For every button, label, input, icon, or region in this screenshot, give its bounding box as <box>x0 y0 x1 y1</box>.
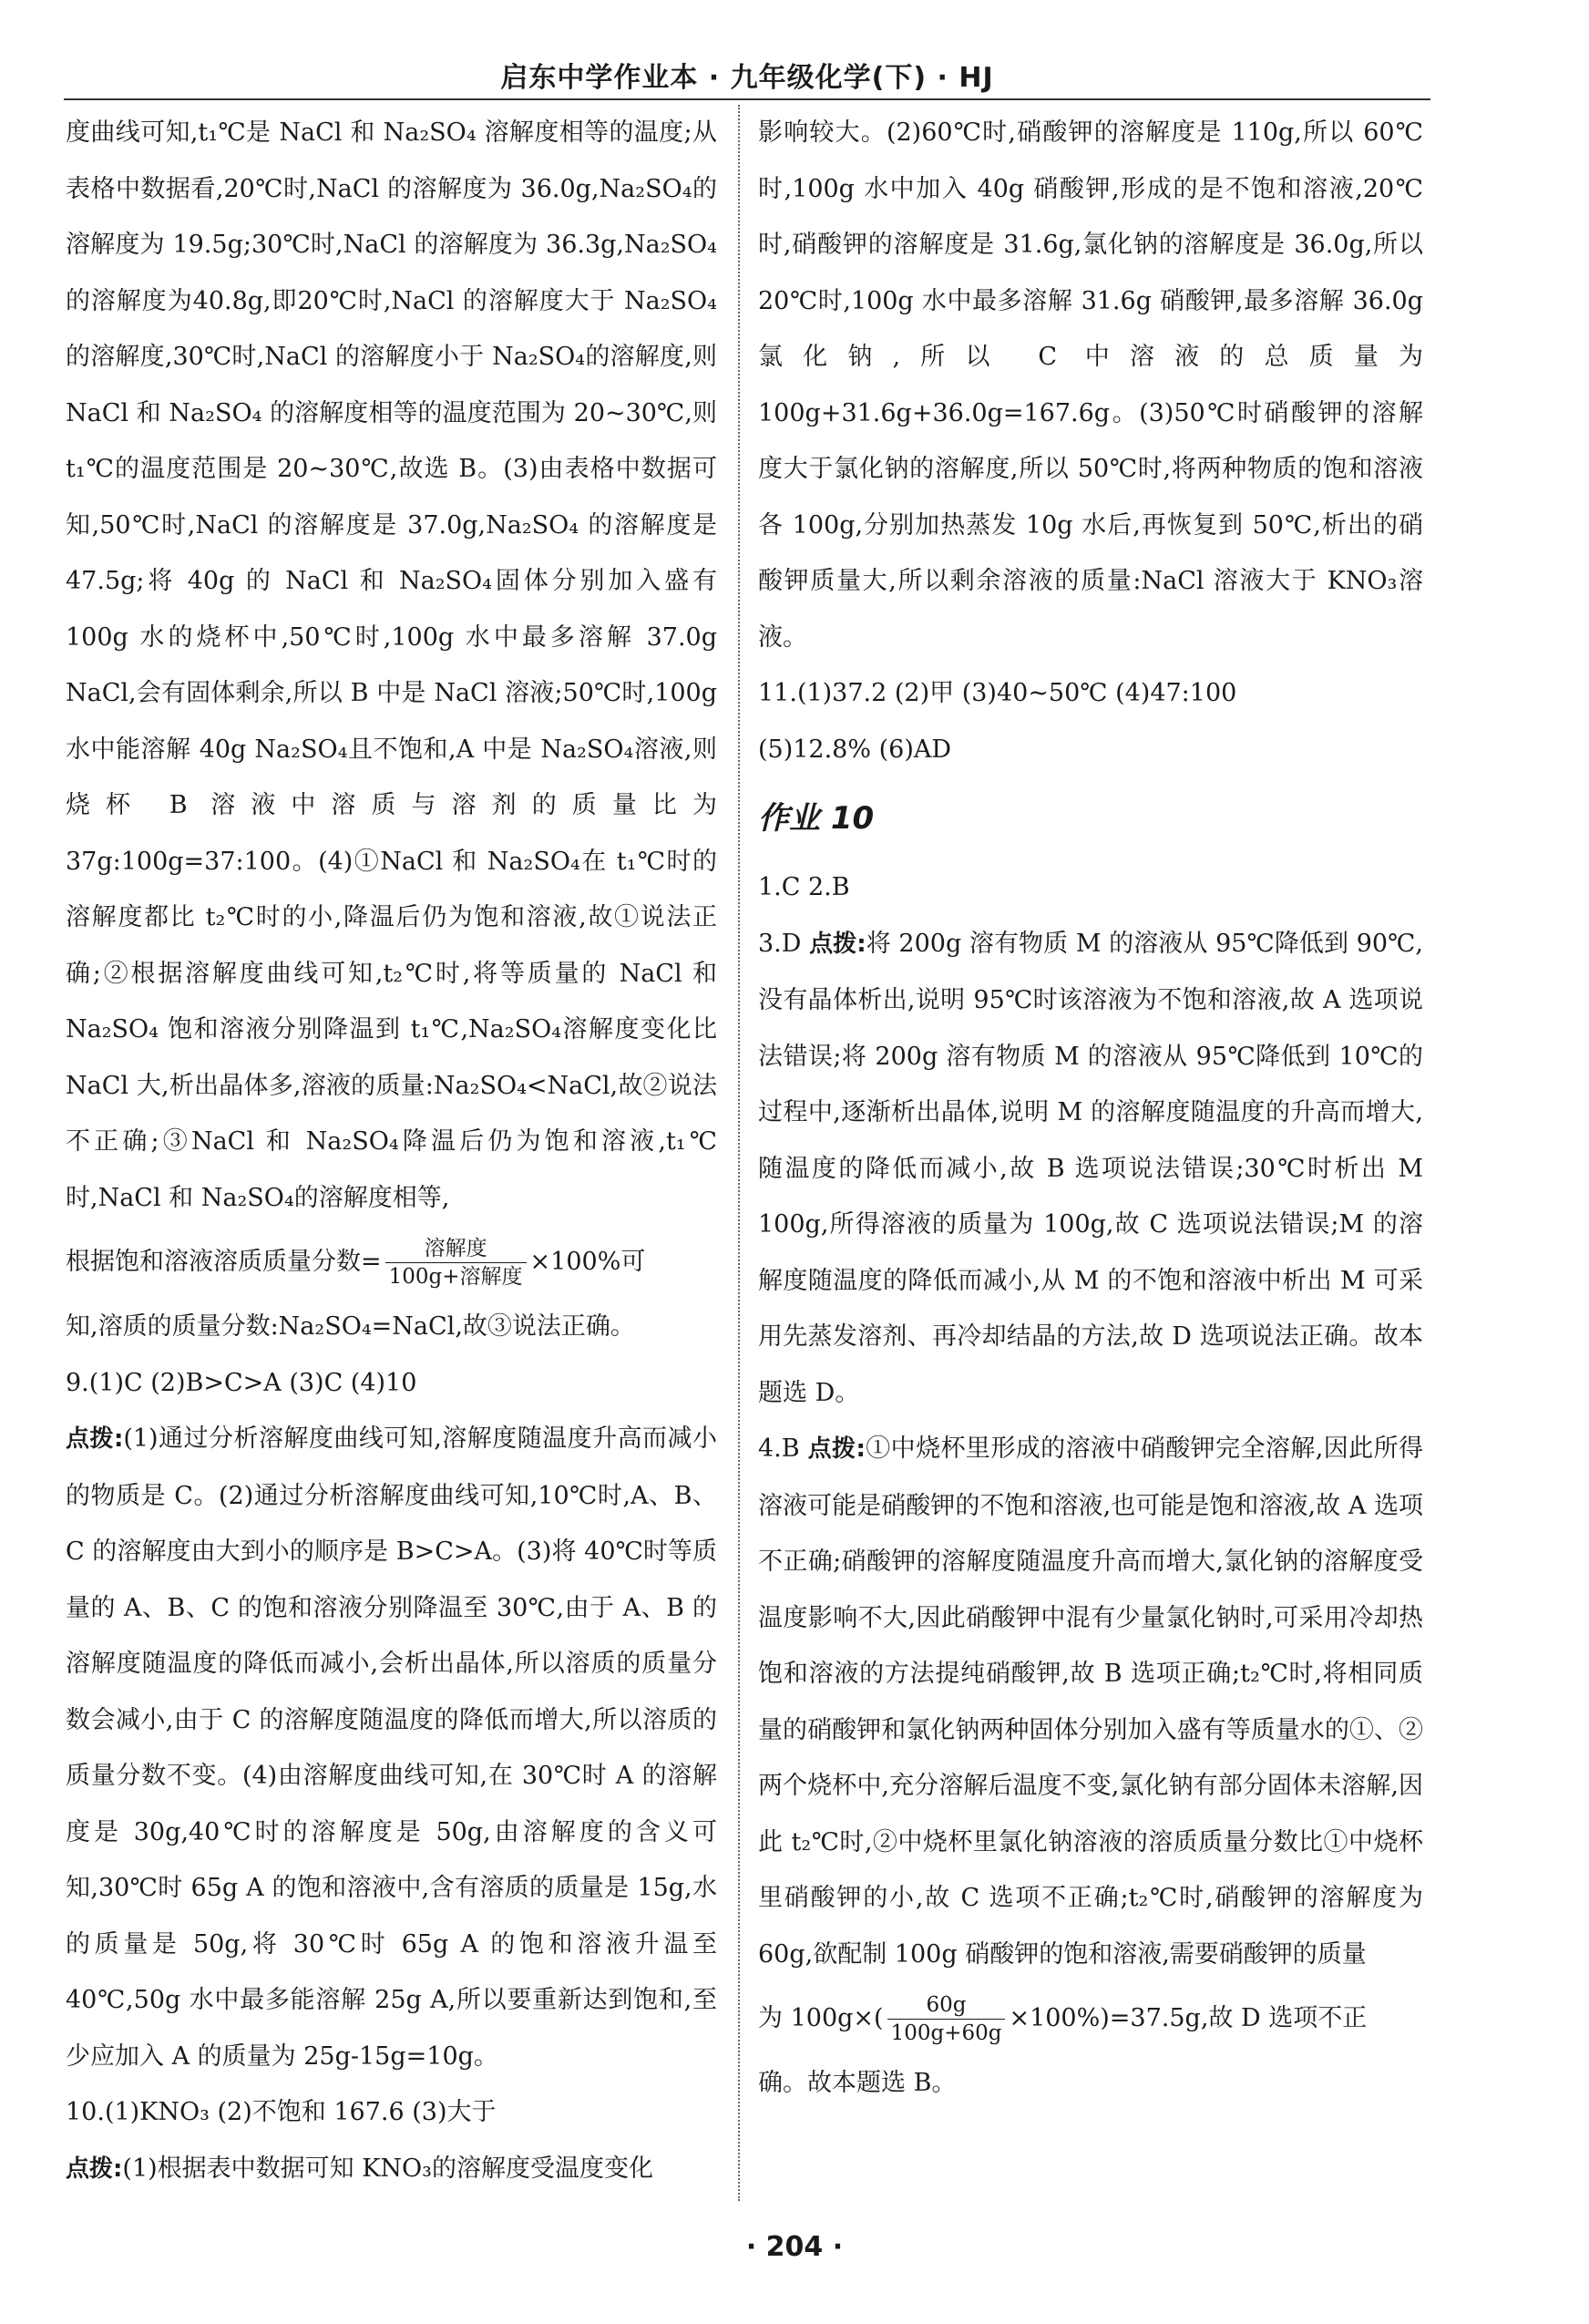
answer-4 <box>758 1421 1423 1982</box>
answer-11-line2: (5)12.8% (6)AD <box>758 735 951 764</box>
formula-suffix: ×100%)=37.5g,故 D 选项不正 <box>1009 2004 1368 2032</box>
formula-prefix: 为 100g×( <box>758 2004 884 2032</box>
hint-9 <box>66 1411 717 2084</box>
answer-3 <box>758 916 1423 1422</box>
answer-head: 4.B <box>758 1435 808 1463</box>
hint-label: 点拨: <box>66 2154 123 2183</box>
answer-10: 10.(1)KNO₃ (2)不饱和 167.6 (3)大于 <box>66 2098 497 2126</box>
section-title: 作业 10 <box>758 800 875 837</box>
hint-10 <box>66 2141 717 2198</box>
hint-text: ①中烧杯里形成的溶液中硝酸钾完全溶解,因此所得溶液可能是硝酸钾的不饱和溶液,也可能是饱和溶液,故 A 选项不正确;硝酸钾的溶解度随温度升高而增大,氯化钠的溶解度受温度影响不大,因此硝酸钾中混有少量氯化钠时,可采用冷却热饱和溶液的方法提纯硝酸钾,故 B 选项正确;t₂℃时,将相同质量的硝酸钾和氯化钠两种固体分别加入盛有等质量水的①、②两个烧杯中,充分溶解后温度不变,氯化钠有部分固体未溶解,因此 t₂℃时,②中烧杯里氯化钠溶液的溶质质量分数比①中烧杯里硝酸钾的小,故 C 选项不正确;t₂℃时,硝酸钾的溶解度为 60g,欲配制 100g 硝酸钾的饱和溶液,需要硝酸钾的质量 <box>758 1435 1423 1969</box>
right-column <box>758 105 1423 2112</box>
answer-1-2: 1.C 2.B <box>758 873 850 901</box>
hint-text: 将 200g 溶有物质 M 的溶液从 95℃降低到 90℃,没有晶体析出,说明 95℃时该溶液为不饱和溶液,故 A 选项说法错误;将 200g 溶有物质 M 的溶液从 95℃降低到 10℃的过程中,逐渐析出晶体,说明 M 的溶解度随温度的升高而增大,随温度的降低而减小,故 B 选项说法错误;30℃时析出 M 100g,所得溶液的质量为 100g,故 C 选项说法错误;M 的溶解度随温度的降低而减小,从 M 的不饱和溶液中析出 M 可采用先蒸发溶剂、再冷却结晶的方法,故 D 选项说法正确。故本题选 D。 <box>758 929 1423 1407</box>
answer-4-end: 确。故本题选 B。 <box>758 2069 957 2097</box>
answer-9: 9.(1)C (2)B>C>A (3)C (4)10 <box>66 1368 417 1397</box>
hint-text: (1)根据表中数据可知 KNO₃的溶解度受温度变化 <box>122 2154 653 2183</box>
continued-hint-10: 影响较大。(2)60℃时,硝酸钾的溶解度是 110g,所以 60℃时,100g 水中加入 40g 硝酸钾,形成的是不饱和溶液,20℃时,硝酸钾的溶解度是 31.6g,氯化钠的溶解度是 36.0g,所以 20℃时,100g 水中最多溶解 31.6g 硝酸钾,最多溶解 36.0g 氯化钠,所以 C 中溶液的总质量为 100g+31.6g+36.0g=167.6g。(3)50℃时硝酸钾的溶解度大于氯化钠的溶解度,所以 50℃时,将两种物质的饱和溶液各 100g,分别加热蒸发 10g 水后,再恢复到 50℃,析出的硝酸钾质量大,所以剩余溶液的质量:NaCl 溶液大于 KNO₃溶液。 <box>758 118 1423 652</box>
left-column <box>66 105 717 2197</box>
answer-head: 3.D <box>758 929 810 958</box>
mass-fraction-formula-line <box>66 1226 717 1299</box>
hint-text: (1)通过分析溶解度曲线可知,溶解度随温度升高而减小的物质是 C。(2)通过分析溶解度曲线可知,10℃时,A、B、C 的溶解度由大到小的顺序是 B>C>A。(3)将 40℃时等质量的 A、B、C 的饱和溶液分别降温至 30℃,由于 A、B 的溶解度随温度的降低而减小,会析出晶体,所以溶质的质量分数会减小,由于 C 的溶解度随温度的降低而增大,所以溶质的质量分数不变。(4)由溶解度曲线可知,在 30℃时 A 的溶解度是 30g,40℃时的溶解度是 50g,由溶解度的含义可知,30℃时 65g A 的饱和溶液中,含有溶质的质量是 15g,水的质量是 50g,将 30℃时 65g A 的饱和溶液升温至 40℃,50g 水中最多能溶解 25g A,所以要重新达到饱和,至少应加入 A 的质量为 25g-15g=10g。 <box>66 1424 717 2071</box>
continued-answer-paragraph: 度曲线可知,t₁℃是 NaCl 和 Na₂SO₄ 溶解度相等的温度;从表格中数据看,20℃时,NaCl 的溶解度为 36.0g,Na₂SO₄的溶解度为 19.5g;30℃时,NaCl 的溶解度为 36.3g,Na₂SO₄的溶解度为40.8g,即20℃时,NaCl 的溶解度大于 Na₂SO₄ 的溶解度,30℃时,NaCl 的溶解度小于 Na₂SO₄的溶解度,则 NaCl 和 Na₂SO₄ 的溶解度相等的温度范围为 20~30℃,则 t₁℃的温度范围是 20~30℃,故选 B。(3)由表格中数据可知,50℃时,NaCl 的溶解度是 37.0g,Na₂SO₄ 的溶解度是 47.5g;将 40g 的 NaCl 和 Na₂SO₄固体分别加入盛有 100g 水的烧杯中,50℃时,100g 水中最多溶解 37.0g NaCl,会有固体剩余,所以 B 中是 NaCl 溶液;50℃时,100g 水中能溶解 40g Na₂SO₄且不饱和,A 中是 Na₂SO₄溶液,则烧杯 B 溶液中溶质与溶剂的质量比为 37g:100g=37:100。(4)①NaCl 和 Na₂SO₄在 t₁℃时的溶解度都比 t₂℃时的小,降温后仍为饱和溶液,故①说法正确;②根据溶解度曲线可知,t₂℃时,将等质量的 NaCl 和 Na₂SO₄ 饱和溶液分别降温到 t₁℃,Na₂SO₄溶解度变化比 NaCl 大,析出晶体多,溶液的质量:Na₂SO₄<NaCl,故②说法不正确;③NaCl 和 Na₂SO₄降温后仍为饱和溶液,t₁℃时,NaCl 和 Na₂SO₄的溶解度相等, <box>66 118 717 1212</box>
hint-label: 点拨: <box>66 1425 124 1453</box>
fraction-denominator: 100g+60g <box>890 2021 1002 2045</box>
solubility-fraction <box>385 1235 527 1291</box>
hint-label: 点拨: <box>807 1435 866 1463</box>
column-divider <box>738 105 740 2201</box>
mass-fraction <box>887 1991 1006 2047</box>
header-rule <box>64 98 1430 100</box>
fraction-numerator: 溶解度 <box>385 1235 527 1263</box>
answer-11-line1: 11.(1)37.2 (2)甲 (3)40~50℃ (4)47:100 <box>758 679 1237 707</box>
formula-prefix: 根据饱和溶液溶质质量分数= <box>66 1248 382 1276</box>
fraction-denominator: 100g+溶解度 <box>388 1265 523 1289</box>
running-header: 启东中学作业本 · 九年级化学(下) · HJ <box>500 62 994 94</box>
page-number: · 204 · <box>745 2231 844 2263</box>
continued-answer-end: 知,溶质的质量分数:Na₂SO₄=NaCl,故③说法正确。 <box>66 1312 635 1341</box>
formula-suffix: ×100%可 <box>529 1248 646 1276</box>
hint-label: 点拨: <box>809 930 866 958</box>
fraction-numerator: 60g <box>887 1991 1006 2020</box>
potassium-nitrate-mass-formula <box>758 1982 1423 2055</box>
